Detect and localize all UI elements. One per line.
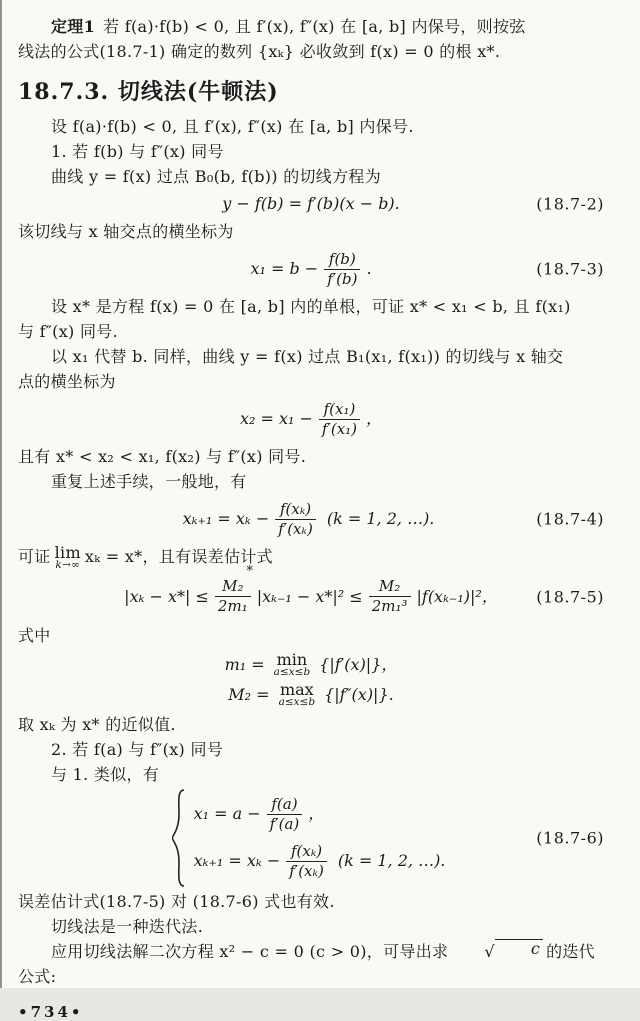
eq-post: ， [308, 804, 325, 823]
where-line: 式中 [18, 625, 51, 645]
equation-tag: (18.7-4) [536, 509, 604, 529]
system-lines [194, 795, 451, 881]
fraction-denominator: 2m₁ [215, 596, 251, 616]
fraction-numerator: M₂ [222, 577, 244, 595]
radical-icon: √ [484, 941, 495, 961]
fraction-numerator: f(xₖ) [290, 841, 323, 860]
root-line2: 与 f″(x) 同号. [18, 322, 118, 341]
case1-line: 1. 若 f(b) 与 f″(x) 同号 [51, 142, 224, 161]
limit-line [18, 544, 604, 571]
M2-definition [18, 679, 604, 708]
max-symbol: max [279, 679, 314, 699]
min-operator [273, 649, 311, 678]
equation-body [124, 577, 498, 616]
limit-post: xₖ = x*，且有误差估计式 [84, 547, 273, 566]
fraction-denominator: f′(xₖ) [286, 861, 327, 881]
stray-mark: * [246, 563, 254, 579]
eq-post: ， [366, 409, 383, 428]
eq-lhs: xₖ₊₁ = xₖ − [193, 851, 281, 870]
sqrt-expression [451, 939, 543, 964]
replace-line1: 以 x₁ 代替 b. 同样，曲线 y = f(x) 过点 B₁(x₁, f(x₁)) 的切线与 x 轴交 [51, 347, 564, 366]
fraction [319, 400, 360, 439]
equation-tag: (18.7-5) [536, 587, 604, 606]
fraction [267, 795, 303, 834]
scan-edge-line [0, 0, 2, 988]
eq-part3: |f(xₖ₋₁)|²， [416, 586, 498, 606]
theorem-label: 定理1 [51, 17, 96, 36]
equation-line2 [194, 842, 451, 881]
equation-system [172, 788, 451, 888]
eq-post: (k = 1, 2, …). [337, 851, 446, 870]
theorem-paragraph-line1 [18, 14, 604, 39]
replace-line2: 点的横坐标为 [18, 372, 116, 391]
lim-symbol: lim [54, 542, 81, 562]
fraction [324, 250, 360, 289]
assumption-line: 设 f(a)·f(b) < 0, 且 f′(x), f″(x) 在 [a, b] 内保号. [51, 117, 414, 136]
apply-pre: 应用切线法解二次方程 x² − c = 0 (c > 0)，可导出求 [51, 941, 449, 961]
fraction-denominator: f′(a) [267, 814, 303, 834]
repeat-line: 重复上述手续，一般地，有 [51, 472, 247, 491]
lim-subscript: k→∞ [55, 558, 81, 571]
eq-body: {|f′(x)|}， [319, 654, 398, 674]
theorem-text: 若 f(a)·f(b) < 0, 且 f′(x), f″(x) 在 [a, b] 内保号，则按弦 [103, 17, 526, 36]
min-subscript: a≤x≤b [273, 665, 311, 678]
eq-lhs: x₁ = a − [193, 804, 261, 823]
equation-tag: (18.7-3) [536, 259, 604, 279]
m1-definition [18, 649, 604, 678]
min-symbol: min [276, 649, 308, 669]
apply-post: 的迭代公式: [18, 941, 595, 986]
equation-body [250, 250, 371, 289]
max-operator [278, 679, 316, 708]
equation-18-7-4 [18, 495, 604, 543]
fraction [275, 500, 316, 539]
fraction-numerator: M₂ [378, 577, 401, 595]
section-heading: 18.7.3. 切线法(牛顿法) [18, 79, 279, 105]
approx-line: 取 xₖ 为 x* 的近似值. [18, 714, 176, 734]
eq-lhs: x₂ = x₁ − [239, 409, 313, 428]
equation-tag: (18.7-2) [536, 194, 604, 214]
equation-18-7-3 [18, 245, 604, 293]
equation-tag: (18.7-6) [536, 828, 604, 847]
fraction-denominator: f′(b) [324, 269, 360, 289]
theorem-paragraph-line2: 线法的公式(18.7-1) 确定的数列 {xₖ} 必收敛到 f(x) = 0 的根 x*. [18, 42, 501, 61]
equation-body [223, 679, 398, 708]
valid-line: 误差估计式(18.7-5) 对 (18.7-6) 式也有效. [18, 891, 335, 911]
eq-body: {|f″(x)|}. [324, 684, 394, 704]
root-line1: 设 x* 是方程 f(x) = 0 在 [a, b] 内的单根，可证 x* < x₁ < b, 且 f(x₁) [51, 297, 571, 316]
eq-part1: |xₖ − x*| ≤ [124, 586, 209, 606]
apply-line [18, 939, 604, 989]
page-number: •734• [18, 1002, 84, 1021]
max-subscript: a≤x≤b [278, 695, 316, 708]
fraction-numerator: f(a) [271, 794, 298, 813]
equation-x2 [18, 395, 604, 443]
equation-18-7-5 [18, 563, 604, 622]
iteration-line: 切线法是一种迭代法. [51, 916, 204, 936]
eq-post: (k = 1, 2, …). [326, 509, 435, 528]
equation-body [220, 649, 403, 678]
fraction [286, 842, 327, 881]
eq-post: . [366, 259, 372, 278]
case2-line: 2. 若 f(a) 与 f″(x) 同号 [51, 739, 224, 759]
order-line: 且有 x* < x₂ < x₁, f(x₂) 与 f″(x) 同号. [18, 447, 307, 466]
eq-lhs: x₁ = b − [250, 259, 319, 278]
radicand: c [495, 939, 543, 958]
fraction-denominator: f′(xₖ) [275, 519, 316, 539]
fraction [215, 577, 251, 616]
equation-body [240, 400, 382, 439]
limit-operator [54, 542, 81, 571]
tangent-x-line: 该切线与 x 轴交点的横坐标为 [18, 222, 234, 241]
fraction-denominator: f′(x₁) [319, 419, 360, 439]
equation-18-7-2 [18, 190, 604, 218]
eq-lhs: M₂ = [228, 684, 270, 704]
brace-icon [172, 788, 186, 888]
equation-body [183, 500, 440, 539]
limit-pre: 可证 [18, 547, 51, 566]
fraction [369, 577, 411, 616]
eq-part2: |xₖ₋₁ − x*|² ≤ [256, 586, 363, 606]
similar-line: 与 1. 类似，有 [51, 764, 160, 784]
curve-line: 曲线 y = f(x) 过点 B₀(b, f(b)) 的切线方程为 [51, 167, 382, 186]
eq-lhs: xₖ₊₁ = xₖ − [182, 509, 270, 528]
equation-body: y − f(b) = f′(b)(x − b). [222, 194, 400, 213]
fraction-numerator: f(b) [328, 249, 356, 268]
fraction-numerator: f(xₖ) [279, 499, 312, 518]
fraction-numerator: f(x₁) [323, 399, 356, 418]
equation-line1 [194, 795, 325, 834]
fraction-denominator: 2m₁³ [369, 596, 411, 616]
eq-lhs: m₁ = [224, 654, 265, 674]
equation-18-7-6 [18, 788, 604, 888]
